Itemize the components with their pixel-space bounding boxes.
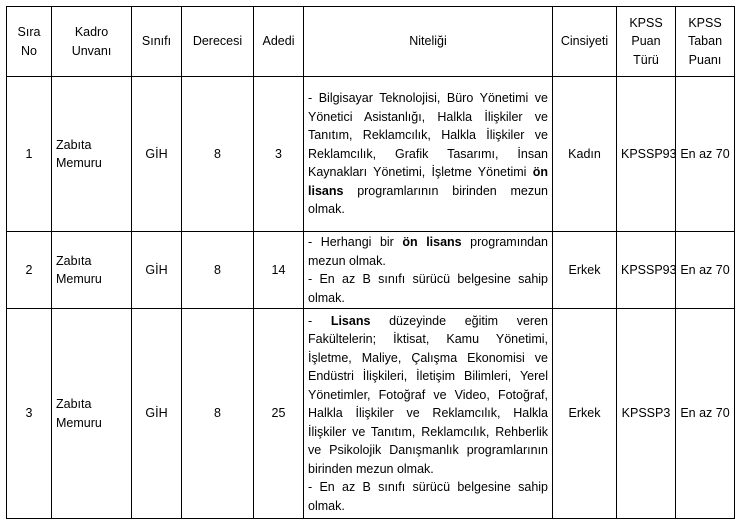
cell-sinifi: GİH [132, 77, 182, 232]
cell-sira: 2 [7, 232, 52, 309]
cell-sinifi: GİH [132, 232, 182, 309]
header-puan-turu: KPSS Puan Türü [617, 7, 676, 77]
nitelik-line: - Bilgisayar Teknolojisi, Büro Yönetimi ve Yönetici Asistanlığı, Halkla İlişkiler ve Tanıtım, Reklamcılık, Halkla İlişkiler ve Reklamcılık, Grafik Tasarımı, İnsan Kaynakları Yönetimi, İşletme Yönetimi ön lisans programlarının birinden mezun olmak. [308, 91, 548, 217]
cell-sira: 1 [7, 77, 52, 232]
cell-niteligi [304, 77, 553, 232]
cell-sira: 3 [7, 309, 52, 519]
cell-taban-puani: En az 70 [676, 232, 735, 309]
table-row [7, 309, 735, 519]
cell-puan-turu: KPSSP93 [617, 232, 676, 309]
cell-adedi: 14 [254, 232, 304, 309]
kadro-table [6, 6, 735, 519]
cell-kadro-unvani: Zabıta Memuru [52, 77, 132, 232]
cell-niteligi [304, 309, 553, 519]
cell-taban-puani: En az 70 [676, 77, 735, 232]
cell-adedi: 25 [254, 309, 304, 519]
cell-kadro-unvani: Zabıta Memuru [52, 309, 132, 519]
nitelik-line: - Lisans düzeyinde eğitim veren Fakültelerin; İktisat, Kamu Yönetimi, İşletme, Maliye, Çalışma Ekonomisi ve Endüstri İlişkileri, İletişim Bilimleri, Yerel Yönetimler, Fotoğraf ve Video, Fotoğraf, Halkla İlişkiler ve Reklamcılık, Halkla İlişkiler ve Tanıtım, Reklamcılık, Rehberlik ve Psikolojik Danışmanlık programlarının birinden mezun olmak. [308, 313, 548, 476]
cell-sinifi: GİH [132, 309, 182, 519]
header-adedi: Adedi [254, 7, 304, 77]
header-derecesi: Derecesi [182, 7, 254, 77]
header-sira: Sıra No [7, 7, 52, 77]
header-row [7, 7, 735, 77]
cell-niteligi [304, 232, 553, 309]
header-cinsiyeti: Cinsiyeti [553, 7, 617, 77]
cell-adedi: 3 [254, 77, 304, 232]
header-taban-puani: KPSS Taban Puanı [676, 7, 735, 77]
table-row [7, 232, 735, 309]
cell-cinsiyeti: Kadın [553, 77, 617, 232]
cell-puan-turu: KPSSP3 [617, 309, 676, 519]
header-sinifi: Sınıfı [132, 7, 182, 77]
cell-cinsiyeti: Erkek [553, 309, 617, 519]
cell-kadro-unvani: Zabıta Memuru [52, 232, 132, 309]
cell-derecesi: 8 [182, 232, 254, 309]
nitelik-line: - En az B sınıfı sürücü belgesine sahip olmak. [308, 480, 548, 513]
cell-cinsiyeti: Erkek [553, 232, 617, 309]
header-niteligi: Niteliği [304, 7, 553, 77]
nitelik-line: - En az B sınıfı sürücü belgesine sahip olmak. [308, 272, 548, 305]
header-kadro-unvani: Kadro Unvanı [52, 7, 132, 77]
cell-derecesi: 8 [182, 309, 254, 519]
cell-taban-puani: En az 70 [676, 309, 735, 519]
cell-puan-turu: KPSSP93 [617, 77, 676, 232]
table-row [7, 77, 735, 232]
nitelik-line: - Herhangi bir ön lisans programından mezun olmak. [308, 235, 548, 268]
cell-derecesi: 8 [182, 77, 254, 232]
